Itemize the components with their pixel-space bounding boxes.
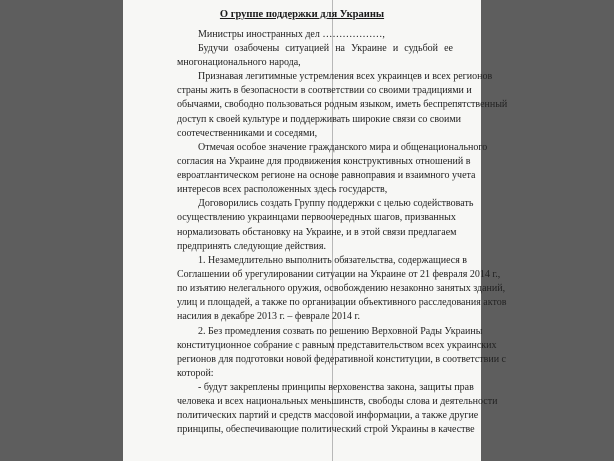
text-line: 2. Без промедления созвать по решению Верховной Рады Украины bbox=[198, 326, 483, 337]
text-line: нормализовать обстановку на Украине, и в этой связи предлагаем bbox=[177, 227, 457, 238]
text-line: доступ к своей культуре и поддерживать широкие связи со своими bbox=[177, 114, 462, 125]
text-line: насилия в декабре 2013 г. – феврале 2014 г. bbox=[177, 311, 360, 322]
text-line: Будучи озабочены ситуацией на Украине и судьбой ее bbox=[198, 43, 453, 54]
text-line: которой: bbox=[177, 368, 214, 379]
text-line: по изъятию нелегального оружия, освобождению незаконно занятых зданий, bbox=[177, 283, 506, 294]
text-line: - будут закреплены принципы верховенства закона, защиты прав bbox=[198, 382, 474, 393]
text-line: соотечественниками и соседями, bbox=[177, 128, 318, 139]
text-line: согласия на Украине для продвижения конструктивных отношений в bbox=[177, 156, 471, 167]
text-line: осуществлению украинцами первоочередных шагов, призванных bbox=[177, 212, 456, 223]
text-line: принципы, обеспечивающие политический строй Украины в качестве bbox=[177, 424, 475, 435]
text-line: страны жить в безопасности в соответствии со своими традициями и bbox=[177, 85, 472, 96]
text-line: конституционное собрание с равным представительством всех украинских bbox=[177, 340, 497, 351]
text-line: политических партий и средств массовой информации, а также другие bbox=[177, 410, 479, 421]
text-line: обычаями, свободно пользоваться родным языком, иметь беспрепятственный bbox=[177, 99, 508, 110]
text-line: Соглашении об урегулировании ситуации на Украине от 21 февраля 2014 г., bbox=[177, 269, 501, 280]
text-line: Министры иностранных дел ………………, bbox=[198, 29, 385, 40]
document-title: О группе поддержки для Украины bbox=[219, 9, 385, 20]
text-line: предпринять следующие действия. bbox=[177, 241, 326, 252]
text-line: человека и всех национальных меньшинств, свободы слова и деятельности bbox=[177, 396, 498, 407]
text-line: интересов всех расположенных здесь государств, bbox=[177, 184, 388, 195]
text-line: Признавая легитимные устремления всех украинцев и всех регионов bbox=[198, 71, 493, 82]
text-line: Договорились создать Группу поддержки с целью содействовать bbox=[198, 198, 474, 209]
text-line: регионов для подготовки новой федеративной конституции, в соответствии с bbox=[177, 354, 506, 365]
text-line: Отмечая особое значение гражданского мира и общенационального bbox=[198, 142, 488, 153]
text-line: евроатлантическом регионе на основе равноправия и взаимного учета bbox=[177, 170, 476, 181]
text-line: улиц и площадей, а также по организации объективного расследования актов bbox=[177, 297, 507, 308]
text-line: многонационального народа, bbox=[177, 57, 301, 68]
text-line: 1. Незамедлительно выполнить обязательства, содержащиеся в bbox=[198, 255, 468, 266]
